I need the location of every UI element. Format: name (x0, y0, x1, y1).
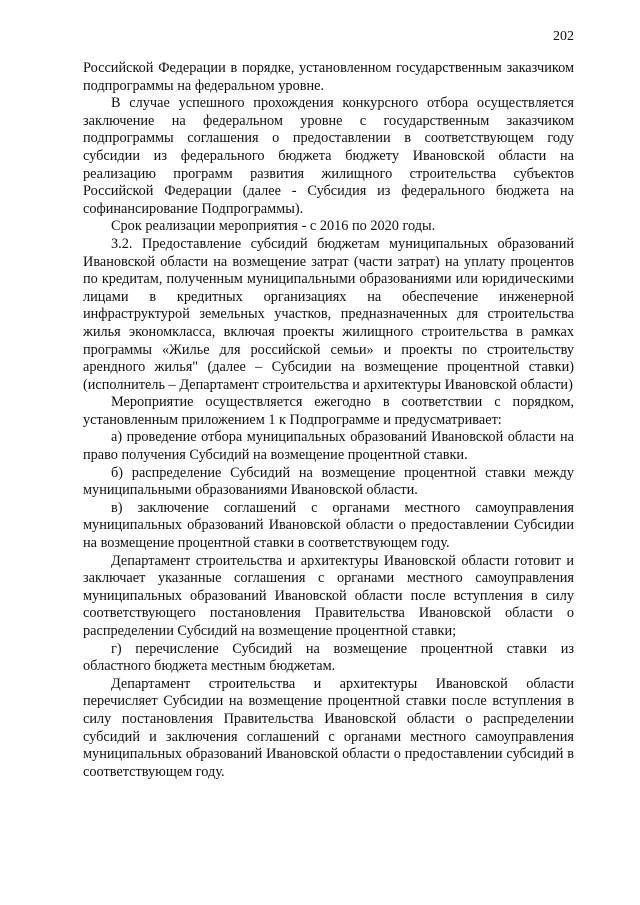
paragraph: В случае успешного прохождения конкурсного отбора осуществляется заключение на федеральном уровне с государственным заказчиком подпрограммы соглашения о предоставлении в соответствующем году субсидии из федерального бюджета бюджету Ивановской области на реализацию программ развития жилищного строительства субъектов Российской Федерации (далее - Субсидия из федерального бюджета на софинансирование Подпрограммы). (83, 95, 574, 217)
paragraph: б) распределение Субсидий на возмещение процентной ставки между муниципальными образованиями Ивановской области. (83, 464, 574, 499)
document-body (83, 60, 574, 781)
paragraph: 3.2. Предоставление субсидий бюджетам муниципальных образований Ивановской области на возмещение затрат (части затрат) на уплату процентов по кредитам, полученным муниципальными образованиями или юридическими лицами в кредитных организациях на обеспечение инженерной инфраструктурой земельных участков, предназначенных для строительства жилья экономкласса, включая проекты жилищного строительства в рамках программы «Жилье для российской семьи» и проекты по строительству арендного жилья" (далее – Субсидии на возмещение процентной ставки) (исполнитель – Департамент строительства и архитектуры Ивановской области) (83, 235, 574, 393)
paragraph: Департамент строительства и архитектуры Ивановской области перечисляет Субсидии на возмещение процентной ставки после вступления в силу постановления Правительства Ивановской области о распределении субсидий и заключения соглашений с органами местного самоуправления муниципальных образований Ивановской области о предоставлении субсидий в соответствующем году. (83, 675, 574, 780)
paragraph: в) заключение соглашений с органами местного самоуправления муниципальных образований Ивановской области о предоставлении Субсидии на возмещение процентной ставки в соответствующем году. (83, 499, 574, 552)
paragraph: Российской Федерации в порядке, установленном государственным заказчиком подпрограммы на федеральном уровне. (83, 60, 574, 94)
page-number: 202 (553, 29, 574, 44)
paragraph: Департамент строительства и архитектуры Ивановской области готовит и заключает указанные соглашения с органами местного самоуправления муниципальных образований Ивановской области после вступления в силу соответствующего постановления Правительства Ивановской области о распределении Субсидий на возмещение процентной ставки; (83, 552, 574, 639)
paragraph: г) перечисление Субсидий на возмещение процентной ставки из областного бюджета местным бюджетам. (83, 640, 574, 675)
paragraph: Мероприятие осуществляется ежегодно в соответствии с порядком, установленным приложением 1 к Подпрограмме и предусматривает: (83, 394, 574, 428)
paragraph: а) проведение отбора муниципальных образований Ивановской области на право получения Субсидий на возмещение процентной ставки. (83, 429, 574, 464)
paragraph: Срок реализации мероприятия - с 2016 по 2020 годы. (111, 218, 436, 235)
